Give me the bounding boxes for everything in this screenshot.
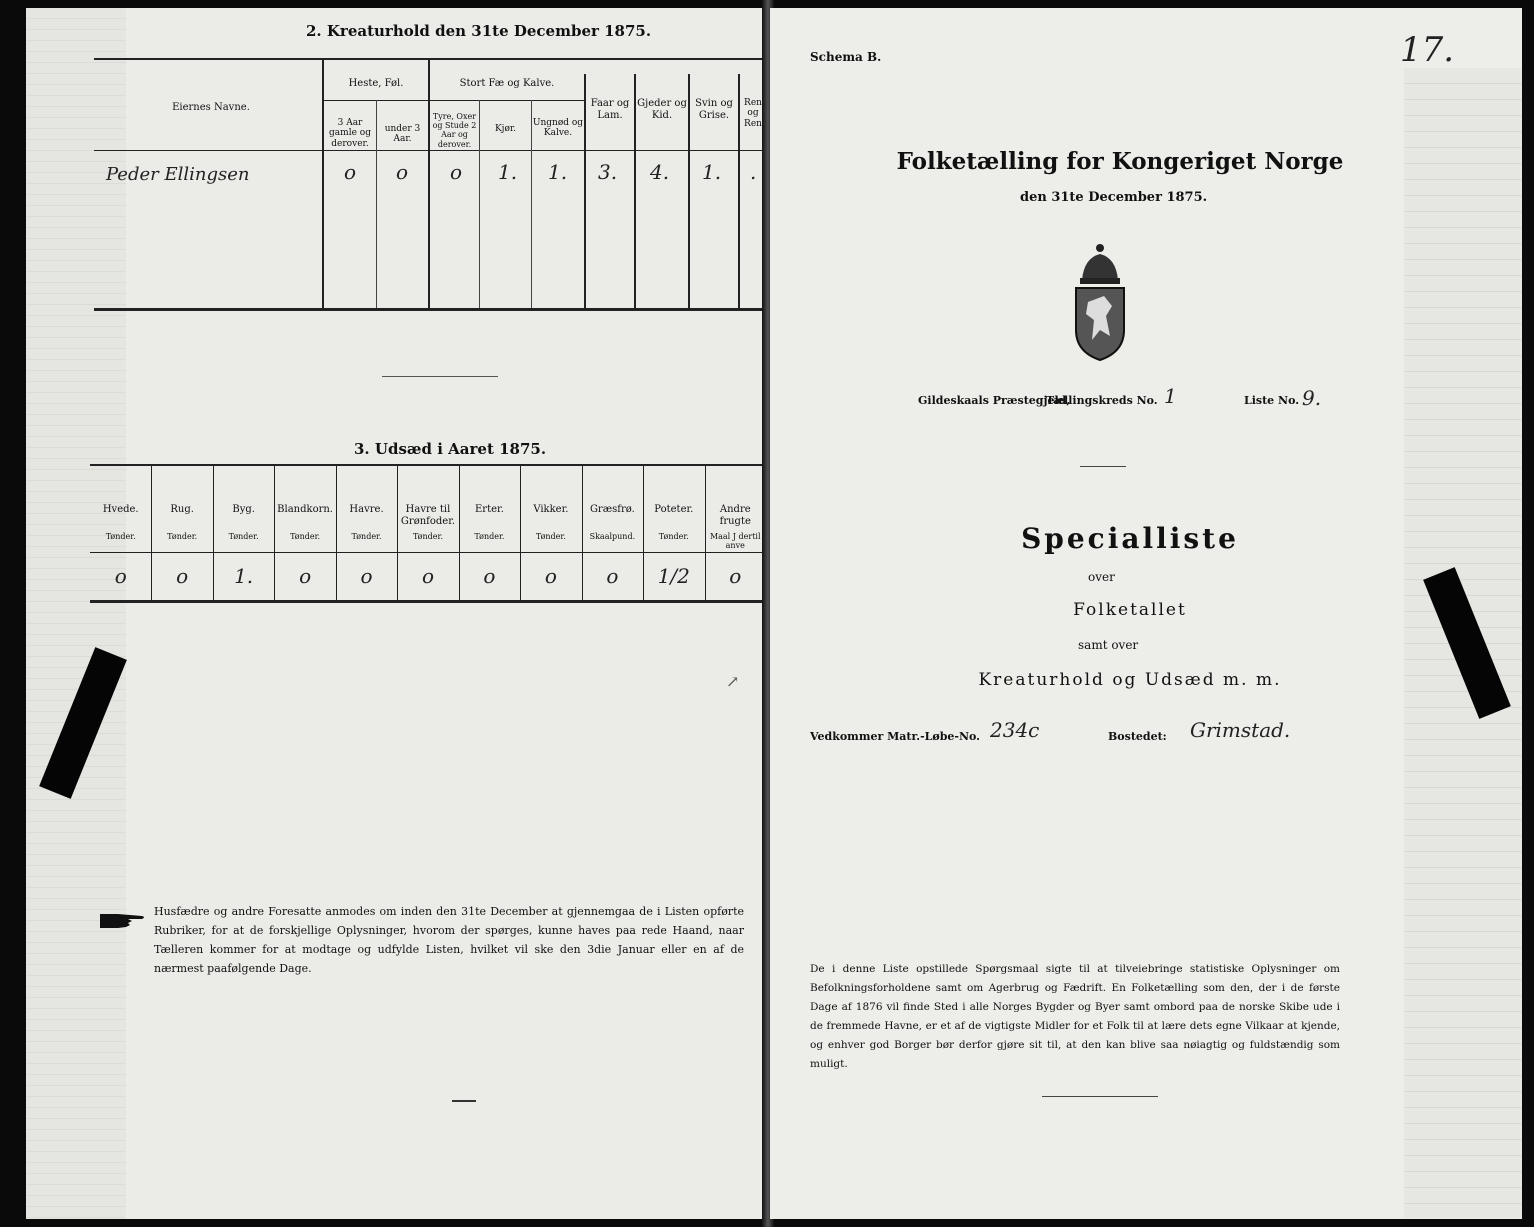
kreaturhold-heading: Kreaturhold og Udsæd m. m. <box>978 670 1282 690</box>
district-label: Tællingskreds No. <box>1046 394 1158 407</box>
table-rule <box>90 464 766 466</box>
pencil-mark: ↗ <box>726 672 740 691</box>
seed-column-header: Poteter. <box>654 504 694 515</box>
seed-column-header: Græsfrø. <box>589 504 635 515</box>
seed-column-header: Erter. <box>475 504 504 515</box>
district-value: 1 <box>1164 384 1177 408</box>
seed-column-unit: Tønder. <box>535 532 566 541</box>
table-rule <box>90 600 766 603</box>
seed-column-unit: Maal J dertil anve <box>709 532 761 551</box>
seed-value-cell: o <box>729 564 742 588</box>
seed-column-unit: Skaalpund. <box>589 532 636 541</box>
bulls-header: Tyre, Oxer og Stude 2 Aar og derover. <box>432 112 477 149</box>
seed-value-cell: o <box>421 564 435 588</box>
seed-column-header: Rug. <box>170 504 194 515</box>
owner-name-cell: Peder Ellingsen <box>106 164 250 185</box>
left-page <box>26 8 766 1219</box>
pigs-header: Svin og Grise. <box>695 98 733 121</box>
seed-column-header: Vikker. <box>533 504 569 515</box>
seed-value-cell: o <box>360 564 373 588</box>
seed-column-header: Havre til Grønfoder. <box>400 504 456 527</box>
bosted-value: Grimstad. <box>1190 718 1291 742</box>
seed-column-header: Havre. <box>349 504 384 515</box>
over-label: over <box>1088 570 1115 584</box>
sheep-header: Faar og Lam. <box>590 98 630 121</box>
separator-rule <box>1080 466 1126 467</box>
samt-over-label: samt over <box>1078 638 1139 652</box>
owner-name-header: Eiernes Navne. <box>172 102 250 113</box>
footer-text: De i denne Liste opstillede Spørgsmaal sigte til at tilveiebringe statistiske Oplysninger om Befolkningsforholdene samt om Agerbrug og Fædrift. En Folketælling som den, der i de første Dage af 1876 vil finde Sted i alle Norges Bygder og Byer samt ombord paa de norske Skibe ude i de fremmede Havne, er et af de vigtigste Midler for et Folk til at lære dets egne Vilkaar at kjende, og enhver god Borger bør derfor gjøre sit til, at den kan blive saa nøiagtig og fuldstændig som muligt. <box>810 963 1340 1070</box>
list-value: 9. <box>1302 386 1322 410</box>
schema-label: Schema B. <box>810 50 882 64</box>
parish-name: Gildeskaals Præstegjeld, <box>918 394 1071 407</box>
census-date: den 31te December 1875. <box>1020 190 1208 205</box>
pointing-hand-icon <box>98 906 148 936</box>
table-rule <box>94 308 766 311</box>
notice-text: Husfædre og andre Foresatte anmodes om inden den 31te December at gjennemgaa de i Listen opførte Rubriker, for at de forskjellige Oplysninger, hvorom der spørges, kunne haves paa rede Haand, naar Tælleren kommer for at modtage og udfylde Listen, hvilket vil ske den 3die Januar eller en af de nærmest paafølgende Dage. <box>154 905 744 975</box>
right-page <box>770 8 1522 1219</box>
separator-rule <box>1042 1096 1158 1097</box>
seed-value-cell: o <box>544 564 557 588</box>
seed-value-cell: o <box>299 564 312 588</box>
seed-column-unit: Tønder. <box>658 532 689 541</box>
seed-column-unit: Tønder. <box>351 532 382 541</box>
reindeer-header: Ren og Ren <box>744 98 762 129</box>
table-rule <box>94 150 766 151</box>
seed-column-header: Hvede. <box>102 504 139 515</box>
seed-column-unit: Tønder. <box>167 532 198 541</box>
reindeer-cell: . <box>750 160 757 184</box>
cows-cell: 1. <box>498 160 518 184</box>
seed-column-header: Blandkorn. <box>277 504 333 515</box>
pigs-cell: 1. <box>702 160 722 184</box>
seed-column-unit: Tønder. <box>228 532 259 541</box>
goats-cell: 4. <box>650 160 670 184</box>
seed-value-cell: o <box>606 564 619 588</box>
list-label: Liste No. <box>1244 394 1300 407</box>
horse-young-cell: o <box>396 160 409 184</box>
seed-value-cell: 1. <box>234 564 254 588</box>
coat-of-arms-icon <box>1070 240 1130 366</box>
seed-column-unit: Tønder. <box>290 532 321 541</box>
folketallet-heading: Folketallet <box>1073 600 1187 620</box>
ornament-rule <box>452 1100 476 1102</box>
horse-young-header: under 3 Aar. <box>384 124 421 145</box>
matr-label: Vedkommer Matr.-Løbe-No. <box>810 730 980 743</box>
seed-column-unit: Tønder. <box>105 532 136 541</box>
goats-header: Gjeder og Kid. <box>637 98 687 121</box>
horse-old-header: 3 Aar gamle og derover. <box>329 118 371 149</box>
table-rule <box>90 552 766 553</box>
separator-rule <box>382 376 498 377</box>
cows-header: Kjør. <box>494 124 517 134</box>
specialliste-heading: Specialliste <box>1021 522 1239 555</box>
seed-column-unit: Tønder. <box>412 532 443 541</box>
seed-value-cell: o <box>176 564 189 588</box>
census-title: Folketælling for Kongeriget Norge <box>896 148 1344 175</box>
young-cattle-header: Ungnød og Kalve. <box>532 118 584 139</box>
livestock-title: 2. Kreaturhold den 31te December 1875. <box>306 22 652 40</box>
table-divider <box>428 60 430 308</box>
seed-column-unit: Tønder. <box>474 532 505 541</box>
horse-old-cell: o <box>344 160 357 184</box>
horses-header: Heste, Føl. <box>348 78 404 89</box>
seed-value-cell: o <box>114 564 127 588</box>
seed-column-header: Andre frugte <box>719 504 751 527</box>
seed-column-header: Byg. <box>232 504 255 515</box>
page-number: 17. <box>1400 30 1455 70</box>
matr-value: 234c <box>990 718 1040 742</box>
table-rule <box>94 58 766 60</box>
seed-title: 3. Udsæd i Aaret 1875. <box>354 440 547 458</box>
table-rule <box>324 100 584 101</box>
bosted-label: Bostedet: <box>1108 730 1167 743</box>
sheep-cell: 3. <box>598 160 618 184</box>
young-cattle-cell: 1. <box>548 160 568 184</box>
previous-page-edge <box>26 8 126 1219</box>
table-divider <box>322 60 324 308</box>
seed-value-cell: o <box>483 564 496 588</box>
cattle-header: Stort Fæ og Kalve. <box>459 78 555 89</box>
seed-value-cell: 1/2 <box>657 564 690 588</box>
bulls-cell: o <box>450 160 463 184</box>
